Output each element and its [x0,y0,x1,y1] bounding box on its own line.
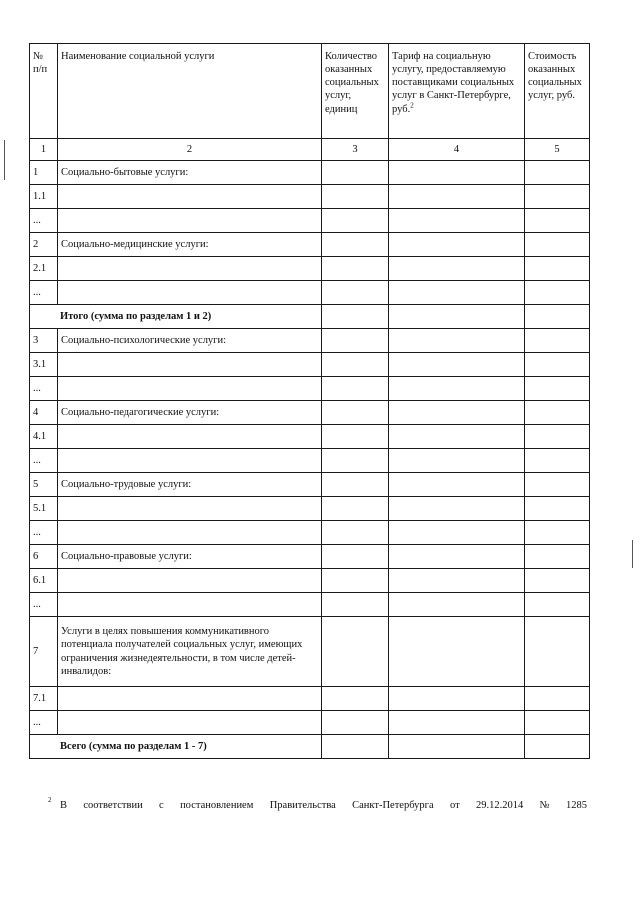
footnote-word: 1285 [565,800,587,811]
row-value-cell [525,281,590,305]
row-value-cell [389,687,525,711]
footnote-word: Санкт-Петербурга [352,800,434,811]
row-value-cell [389,521,525,545]
table-row [30,185,590,209]
row-value-cell [322,545,389,569]
row-number: 3 [30,329,58,353]
row-value-cell [525,617,590,687]
header-tariff [389,44,525,139]
header-quantity: Количество оказанных социальных услуг, единиц [322,44,389,139]
row-number: ... [30,449,58,473]
column-number: 3 [322,139,389,161]
total-cell [525,305,590,329]
table-row [30,401,590,425]
row-value-cell [389,281,525,305]
footnote-word: В [60,800,68,811]
row-value-cell [525,497,590,521]
row-service-name [58,257,322,281]
header-name: Наименование социальной услуги [58,44,322,139]
total-row [30,305,590,329]
footnote: 2 В соответствии с постановлением Правительства Санкт-Петербурга от 29.12.2014 № 1285 [48,796,587,811]
row-number: 7.1 [30,687,58,711]
row-value-cell [525,545,590,569]
row-value-cell [322,425,389,449]
table-row [30,281,590,305]
row-value-cell [389,353,525,377]
row-value-cell [322,473,389,497]
row-value-cell [322,521,389,545]
row-value-cell [525,209,590,233]
row-value-cell [389,209,525,233]
row-number: 2.1 [30,257,58,281]
table-header-row [30,44,590,139]
table-row [30,329,590,353]
header-tariff-footnote-mark: 2 [410,101,414,109]
row-service-name [58,569,322,593]
row-number: 2 [30,233,58,257]
row-number: ... [30,377,58,401]
row-value-cell [389,161,525,185]
row-number: 5.1 [30,497,58,521]
row-number: 1 [30,161,58,185]
row-value-cell [389,329,525,353]
row-value-cell [525,521,590,545]
column-number: 2 [58,139,322,161]
row-value-cell [322,353,389,377]
row-value-cell [525,593,590,617]
row-service-name [58,497,322,521]
total-cell [322,735,389,759]
row-value-cell [389,569,525,593]
total-cell [389,735,525,759]
table-row [30,687,590,711]
row-number: ... [30,209,58,233]
row-value-cell [525,377,590,401]
table-row [30,617,590,687]
footnote-word: соответствии [83,800,143,811]
table-row [30,161,590,185]
footnote-word: с [159,800,164,811]
row-value-cell [525,161,590,185]
row-value-cell [322,449,389,473]
row-value-cell [525,425,590,449]
row-value-cell [322,711,389,735]
row-service-name: Социально-бытовые услуги: [58,161,322,185]
table-row [30,545,590,569]
scan-margin-mark [4,140,5,180]
row-service-name [58,593,322,617]
row-value-cell [322,161,389,185]
row-value-cell [322,209,389,233]
total-cell [389,305,525,329]
table-row [30,353,590,377]
row-service-name [58,209,322,233]
row-number: 7 [30,617,58,687]
row-service-name [58,687,322,711]
table-row [30,233,590,257]
row-value-cell [322,185,389,209]
row-value-cell [525,473,590,497]
row-service-name [58,521,322,545]
row-value-cell [389,711,525,735]
column-number: 1 [30,139,58,161]
row-value-cell [389,377,525,401]
row-number: 4 [30,401,58,425]
row-number: ... [30,593,58,617]
footnote-text [48,796,587,811]
row-value-cell [322,401,389,425]
row-value-cell [322,233,389,257]
row-service-name: Социально-трудовые услуги: [58,473,322,497]
table-row [30,593,590,617]
row-value-cell [322,569,389,593]
row-value-cell [389,233,525,257]
row-service-name: Услуги в целях повышения коммуникативного потенциала получателей социальных услуг, имеющих ограничения жизнедеятельности, в том числе детей-инвалидов: [58,617,322,687]
table-row [30,569,590,593]
row-number: 1.1 [30,185,58,209]
column-number: 4 [389,139,525,161]
row-value-cell [389,449,525,473]
total-label: Итого (сумма по разделам 1 и 2) [30,305,322,329]
row-value-cell [525,401,590,425]
row-value-cell [525,449,590,473]
row-service-name [58,185,322,209]
header-num: № п/п [30,44,58,139]
row-service-name: Социально-медицинские услуги: [58,233,322,257]
row-value-cell [322,617,389,687]
row-service-name: Социально-психологические услуги: [58,329,322,353]
row-value-cell [389,425,525,449]
row-value-cell [322,497,389,521]
table-row [30,473,590,497]
row-service-name: Социально-правовые услуги: [58,545,322,569]
row-value-cell [525,257,590,281]
scan-margin-mark [632,540,633,568]
row-value-cell [389,617,525,687]
header-cost: Стоимость оказанных социальных услуг, руб. [525,44,590,139]
row-service-name [58,281,322,305]
total-cell [322,305,389,329]
row-value-cell [389,473,525,497]
row-value-cell [525,569,590,593]
row-value-cell [389,257,525,281]
row-value-cell [525,687,590,711]
row-service-name [58,377,322,401]
table-row [30,711,590,735]
table-row [30,425,590,449]
services-table-body [30,44,590,759]
table-row [30,209,590,233]
row-value-cell [322,687,389,711]
header-tariff-text: Тариф на социальную услугу, предоставляемую поставщиками социальных услуг в Санкт-Петербурге, руб. [392,51,515,115]
services-table [29,43,590,759]
row-number: 4.1 [30,425,58,449]
row-value-cell [322,377,389,401]
row-number: ... [30,521,58,545]
row-value-cell [322,281,389,305]
column-number-row [30,139,590,161]
table-row [30,521,590,545]
table-row [30,449,590,473]
row-value-cell [389,497,525,521]
total-row [30,735,590,759]
table-row [30,257,590,281]
row-number: 5 [30,473,58,497]
row-service-name [58,711,322,735]
row-value-cell [322,257,389,281]
row-service-name [58,449,322,473]
row-value-cell [322,593,389,617]
footnote-word: Правительства [269,800,336,811]
footnote-word: постановлением [180,800,254,811]
row-value-cell [389,593,525,617]
row-number: ... [30,281,58,305]
row-value-cell [389,545,525,569]
row-value-cell [322,329,389,353]
total-cell [525,735,590,759]
footnote-word: № [539,800,550,811]
row-value-cell [525,353,590,377]
table-row [30,377,590,401]
row-value-cell [389,401,525,425]
row-number: 6.1 [30,569,58,593]
row-service-name [58,425,322,449]
row-number: 3.1 [30,353,58,377]
row-service-name: Социально-педагогические услуги: [58,401,322,425]
table-row [30,497,590,521]
row-number: ... [30,711,58,735]
row-value-cell [525,711,590,735]
column-number: 5 [525,139,590,161]
row-service-name [58,353,322,377]
footnote-word: от [449,800,460,811]
row-value-cell [525,233,590,257]
footnote-word: 29.12.2014 [476,800,524,811]
row-value-cell [389,185,525,209]
row-number: 6 [30,545,58,569]
row-value-cell [525,329,590,353]
total-label: Всего (сумма по разделам 1 - 7) [30,735,322,759]
row-value-cell [525,185,590,209]
